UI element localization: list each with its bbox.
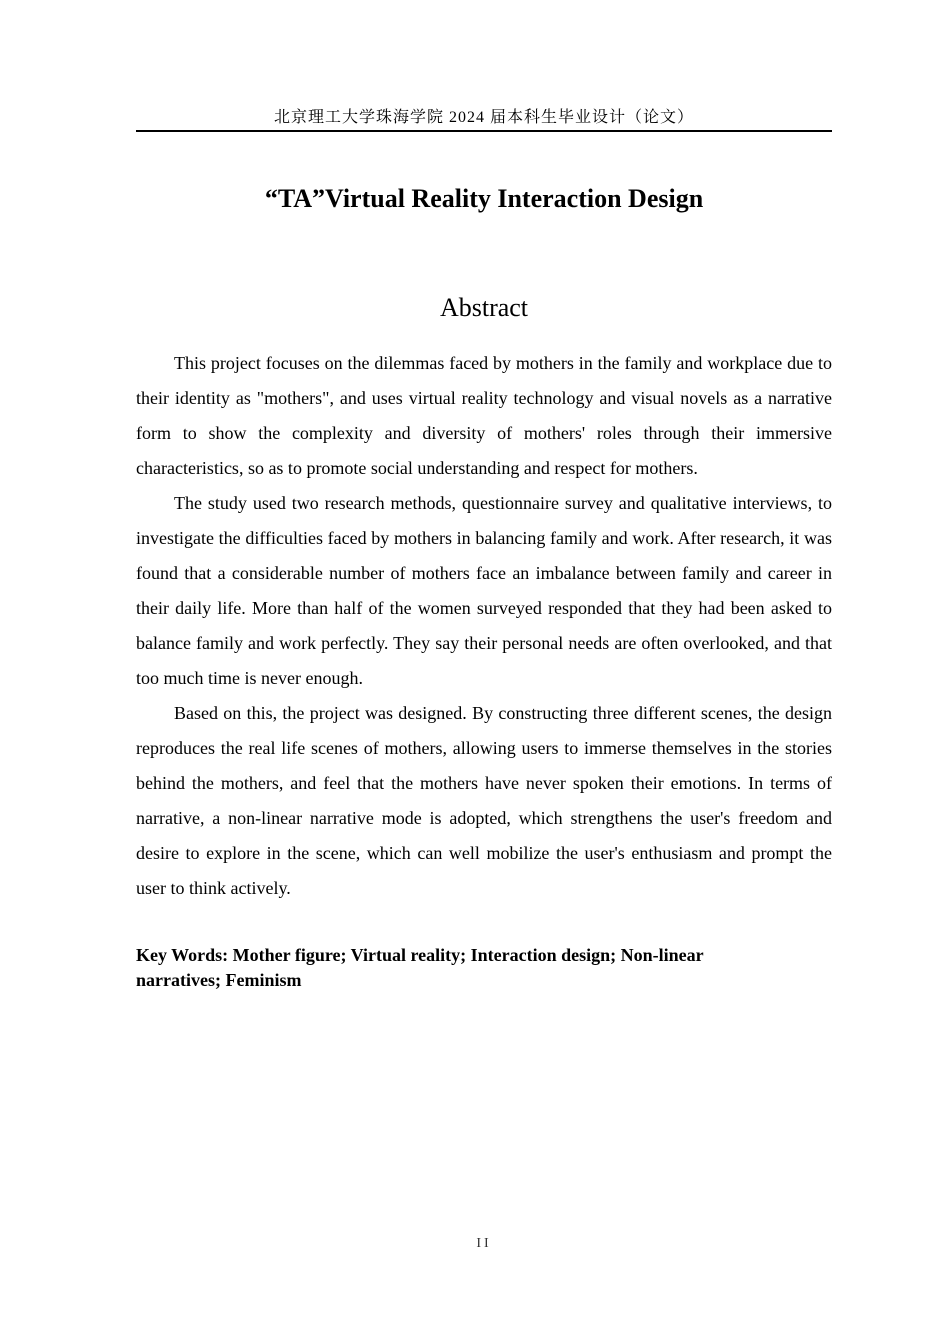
header-divider (136, 130, 832, 132)
abstract-heading: Abstract (439, 293, 529, 322)
abstract-paragraph-2: The study used two research methods, questionnaire survey and qualitative interviews, to investigate the difficulties faced by mothers in balancing family and work. After research, it was found that a considerable number of mothers face an imbalance between family and career in their daily life. More than half of the women surveyed responded that they had been asked to balance family and work perfectly. They say their personal needs are often overlooked, and that too much time is never enough. (136, 493, 832, 688)
abstract-paragraph-1: This project focuses on the dilemmas faced by mothers in the family and workplace due to their identity as "mothers", and uses virtual reality technology and visual novels as a narrative form to show the complexity and diversity of mothers' roles through their immersive characteristics, so as to promote social understanding and respect for mothers. (136, 353, 832, 478)
running-header: 北京理工大学珠海学院 2024 届本科生毕业设计（论文） (273, 109, 694, 126)
abstract-body (136, 346, 832, 906)
page-number: II (476, 1236, 492, 1251)
paper-title: “TA”Virtual Reality Interaction Design (264, 184, 704, 213)
keywords: Key Words: Mother figure; Virtual reality; Interaction design; Non-linear narratives; Feminism (136, 945, 704, 990)
abstract-paragraph-3: Based on this, the project was designed. By constructing three different scenes, the design reproduces the real life scenes of mothers, allowing users to immerse themselves in the stories behind the mothers, and feel that the mothers have never spoken their emotions. In terms of narrative, a non-linear narrative mode is adopted, which strengthens the user's freedom and desire to explore in the scene, which can well mobilize the user's enthusiasm and prompt the user to think actively. (136, 703, 832, 898)
